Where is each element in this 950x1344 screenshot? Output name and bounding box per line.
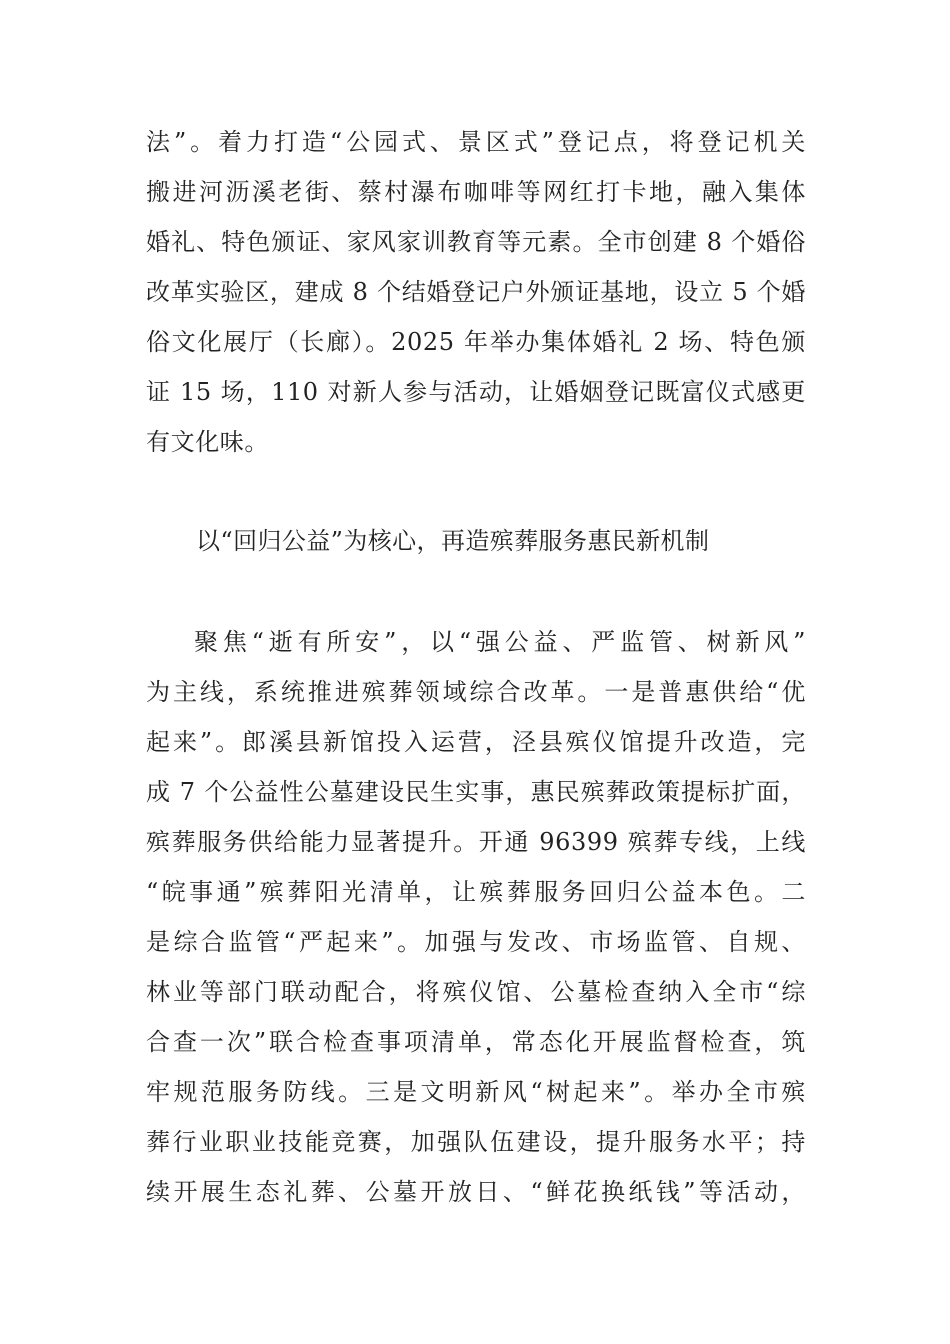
paragraph-1-line-5: 俗文化展厅（长廊）。2025 年举办集体婚礼 2 场、特色颁 — [146, 328, 806, 356]
paragraph-1-line-4: 改革实验区，建成 8 个结婚登记户外颁证基地，设立 5 个婚 — [146, 278, 806, 306]
section-heading: 以“回归公益”为核心，再造殡葬服务惠民新机制 — [196, 527, 710, 555]
paragraph-1-line-2: 搬进河沥溪老街、蔡村瀑布咖啡等网红打卡地，融入集体 — [146, 178, 806, 206]
paragraph-2-line-8: 林业等部门联动配合，将殡仪馆、公墓检查纳入全市“综 — [146, 978, 806, 1006]
paragraph-2-line-9: 合查一次”联合检查事项清单，常态化开展监督检查，筑 — [146, 1028, 806, 1056]
paragraph-2-line-2: 为主线，系统推进殡葬领域综合改革。一是普惠供给“优 — [146, 678, 806, 706]
paragraph-2-line-6: “皖事通”殡葬阳光清单，让殡葬服务回归公益本色。二 — [146, 878, 806, 906]
paragraph-2-line-7: 是综合监管“严起来”。加强与发改、市场监管、自规、 — [146, 928, 806, 956]
paragraph-2-line-11: 葬行业职业技能竞赛，加强队伍建设，提升服务水平；持 — [146, 1128, 806, 1156]
paragraph-1-line-7: 有文化味。 — [146, 428, 269, 456]
paragraph-2-line-3: 起来”。郎溪县新馆投入运营，泾县殡仪馆提升改造，完 — [146, 728, 806, 756]
paragraph-2-line-1: 聚焦“逝有所安”，以“强公益、严监管、树新风” — [194, 628, 806, 656]
paragraph-1-line-6: 证 15 场，110 对新人参与活动，让婚姻登记既富仪式感更 — [146, 378, 806, 406]
paragraph-2-line-12: 续开展生态礼葬、公墓开放日、“鲜花换纸钱”等活动， — [146, 1178, 806, 1206]
paragraph-1-line-3: 婚礼、特色颁证、家风家训教育等元素。全市创建 8 个婚俗 — [146, 228, 806, 256]
paragraph-2-line-5: 殡葬服务供给能力显著提升。开通 96399 殡葬专线，上线 — [146, 828, 806, 856]
paragraph-2-line-10: 牢规范服务防线。三是文明新风“树起来”。举办全市殡 — [146, 1078, 806, 1106]
paragraph-1-line-1: 法”。着力打造“公园式、景区式”登记点，将登记机关 — [146, 128, 806, 156]
paragraph-2-line-4: 成 7 个公益性公墓建设民生实事，惠民殡葬政策提标扩面， — [146, 778, 806, 806]
